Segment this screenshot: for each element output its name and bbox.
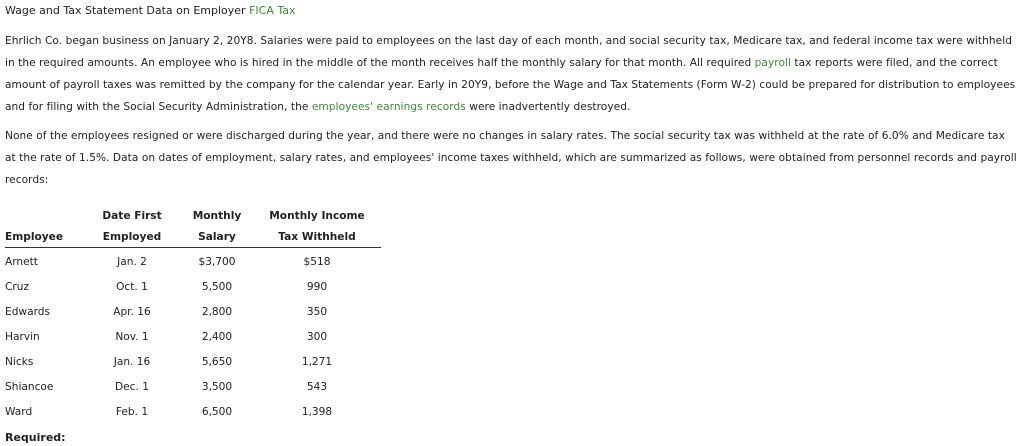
- cell-employee: Arnett: [5, 255, 38, 268]
- cell-employee: Ward: [5, 405, 33, 418]
- intro-paragraph: [5, 30, 1019, 118]
- table-row: [5, 374, 381, 399]
- payroll-link[interactable]: payroll: [754, 57, 791, 69]
- cell-salary: 2,800: [201, 305, 233, 318]
- page-title: [5, 3, 1019, 19]
- header-tax-line2: Tax Withheld: [253, 226, 381, 248]
- intro-text-1: Ehrlich Co. began business on January 2, 20Y8. Salaries were paid to employees on the last day of each month, and social security tax, Medicare tax, and federal income tax were withheld in the required amounts. An employee who is hired in the middle of the month receives half the monthly salary for that month. All required: [5, 35, 1012, 69]
- cell-employee: Nicks: [5, 355, 34, 368]
- cell-employee: Harvin: [5, 330, 40, 343]
- employee-data-table: [5, 206, 381, 424]
- table-row: [5, 324, 381, 349]
- header-employee: Employee: [5, 226, 83, 248]
- cell-employee: Edwards: [5, 305, 50, 318]
- cell-salary: $3,700: [198, 255, 236, 268]
- cell-tax: 350: [306, 305, 328, 318]
- cell-tax: 1,271: [301, 355, 333, 368]
- cell-employee: Shiancoe: [5, 380, 54, 393]
- intro-text-3: were inadvertently destroyed.: [465, 101, 631, 113]
- table-row: [5, 248, 381, 275]
- cell-tax: $518: [303, 255, 331, 268]
- cell-salary: 3,500: [201, 380, 233, 393]
- cell-date: Dec. 1: [115, 380, 149, 393]
- cell-date: Jan. 16: [113, 355, 151, 368]
- page: [5, 0, 1019, 446]
- cell-salary: 2,400: [201, 330, 233, 343]
- details-paragraph: None of the employees resigned or were discharged during the year, and there were no changes in salary rates. The social security tax was withheld at the rate of 6.0% and Medicare tax at the rate of 1.5%. Data on dates of employment, salary rates, and employees' income taxes withheld, which are summarized as follows, were obtained from personnel records and payroll records:: [5, 130, 1017, 186]
- cell-tax: 1,398: [301, 405, 333, 418]
- header-date-line1: Date First: [102, 210, 162, 222]
- intro-text-2: tax reports were filed, and the correct amount of payroll taxes was remitted by the company for the calendar year. Early in 20Y9, before the Wage and Tax Statements (Form W-2) could be prepared for distribution to employees and for filing with the Social Security Administration, the: [5, 57, 1016, 113]
- cell-salary: 6,500: [201, 405, 233, 418]
- header-date-line2: Employed: [83, 226, 181, 248]
- fica-tax-link[interactable]: FICA Tax: [249, 4, 296, 17]
- table-row: [5, 274, 381, 299]
- table-row: [5, 299, 381, 324]
- cell-date: Nov. 1: [115, 330, 149, 343]
- earnings-records-link[interactable]: employees' earnings records: [311, 101, 466, 113]
- cell-date: Oct. 1: [116, 280, 148, 293]
- title-text: Wage and Tax Statement Data on Employer: [5, 4, 250, 17]
- cell-date: Apr. 16: [113, 305, 151, 318]
- cell-employee: Cruz: [5, 280, 30, 293]
- cell-date: Jan. 2: [117, 255, 147, 268]
- header-salary-line1: Monthly: [192, 210, 242, 222]
- cell-tax: 543: [306, 380, 328, 393]
- table-header-row-2: [5, 226, 381, 248]
- required-label: Required:: [5, 431, 66, 444]
- cell-tax: 300: [306, 330, 328, 343]
- cell-salary: 5,500: [201, 280, 233, 293]
- header-tax-line1: Monthly Income: [269, 210, 365, 222]
- cell-salary: 5,650: [201, 355, 233, 368]
- table-row: [5, 349, 381, 374]
- header-salary-line2: Salary: [181, 226, 253, 248]
- table-row: [5, 399, 381, 424]
- cell-date: Feb. 1: [115, 405, 149, 418]
- cell-tax: 990: [306, 280, 328, 293]
- table-header-row-1: [5, 206, 381, 226]
